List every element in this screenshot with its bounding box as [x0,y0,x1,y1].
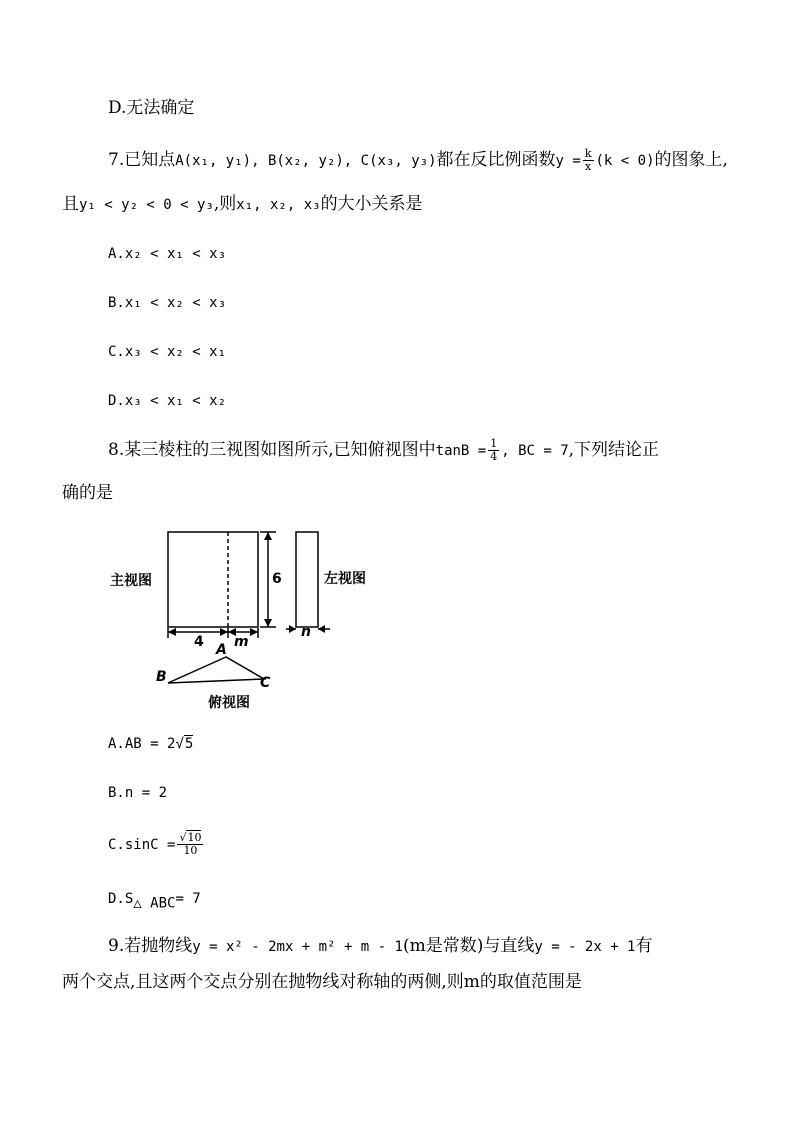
q8-text-b: ,下列结论正 [568,440,660,460]
q8-option-c [108,832,205,857]
q9-text-a: 若抛物线 [124,936,193,956]
q7-option-d-label: D. [108,393,125,409]
q7-option-c [108,339,226,364]
m-label: m [234,634,249,650]
q7-frac-num: k [584,147,592,160]
q8-number: 8. [108,440,125,460]
q8-frac-num: 1 [490,437,498,450]
point-a-label: A [216,642,227,658]
three-view-figure [108,528,398,713]
q9-line2: 两个交点,且这两个交点分别在抛物线对称轴的两侧,则m的取值范围是 [62,972,582,992]
arrow-n-left [289,625,296,633]
q7-line2-a: 且 [62,194,79,214]
top-view-label: 俯视图 [208,695,250,711]
q8-text-a: 某三棱柱的三视图如图所示,已知俯视图中 [124,440,436,460]
q7-number: 7. [108,150,125,170]
q8-option-d [108,886,201,915]
q8-option-b-label: B. [108,785,125,801]
q8-bc: , BC = 7 [501,443,569,459]
q9-line1 [108,934,653,959]
q7-text-c: 的图象上, [654,150,728,170]
q7-line2 [62,192,423,217]
q8-option-b [108,780,167,805]
arrow-mid-left [220,628,228,636]
sqrt-symbol: √ [179,831,187,844]
q7-inequality: y₁ < y₂ < 0 < y₃ [79,197,214,213]
front-view-rect [168,532,258,627]
q8-option-c-expr: sinC = [124,837,176,853]
front-view-label: 主视图 [110,573,152,589]
side-view-label: 左视图 [324,571,366,587]
q9-text-c: 有 [635,936,653,956]
q7-option-c-expr: x₃ < x₂ < x₁ [124,344,227,360]
q8-option-c-label: C. [108,837,125,853]
q9-parabola: y = x² - 2mx + m² + m - 1 [192,939,403,955]
q7-option-b [108,290,226,315]
q8-option-b-expr: n = 2 [124,785,168,801]
arrow-n-right [318,625,325,633]
q7-option-d-expr: x₃ < x₁ < x₂ [124,393,227,409]
q7-option-c-label: C. [108,344,125,360]
q8-option-d-sub: △ ABC [133,895,176,912]
q7-text-b: 都在反比例函数 [436,150,556,170]
q9-text-b: (m是常数)与直线 [402,936,535,956]
q8-frac-den: 4 [490,450,498,463]
q8-option-a-radicand: 5 [184,736,194,752]
q7-option-d [108,388,226,413]
q8-line2: 确的是 [62,483,113,503]
q7-vars: x₁, x₂, x₃ [236,197,321,213]
q9-line-eq: y = - 2x + 1 [534,939,636,955]
width-label: 4 [194,634,204,650]
arrow-left [168,628,176,636]
q8-option-a [108,731,193,756]
q7-line2-c: 的大小关系是 [320,194,423,214]
point-c-label: C [260,675,271,691]
q7-line1 [108,148,728,173]
q7-fraction [583,148,594,173]
q7-option-b-expr: x₁ < x₂ < x₃ [124,295,227,311]
q8-option-d-label: D. [108,891,125,907]
q7-option-a-label: A. [108,246,125,262]
q6-option-d: D.无法确定 [108,98,195,118]
q9-number: 9. [108,936,125,956]
q7-option-a-expr: x₂ < x₁ < x₃ [124,246,227,262]
side-view-rect [296,532,318,627]
q7-line2-b: ,则 [213,194,237,214]
q8-option-c-den: 10 [183,844,198,857]
q7-points: A(x₁, y₁), B(x₂, y₂), C(x₃, y₃) [175,153,437,169]
top-view-triangle [168,657,264,683]
arrow-up [264,532,272,540]
q8-option-d-val: = 7 [175,891,201,907]
q7-option-b-label: B. [108,295,125,311]
point-b-label: B [156,669,167,685]
q7-frac-den: x [585,160,592,173]
q8-fraction [488,438,499,463]
q8-option-a-label: A. [108,736,125,752]
arrow-down [264,619,272,627]
q8-tan: tanB = [435,443,487,459]
q8-option-a-expr: AB = 2 [124,736,176,752]
q7-function-lhs: y = [555,153,581,169]
q7-option-a [108,241,226,266]
q7-text-a: 已知点 [124,150,176,170]
q8-line1 [108,438,659,463]
q8-option-c-radicand: 10 [187,831,202,844]
q8-option-d-s: S [124,891,134,907]
arrow-right [250,628,258,636]
q8-option-c-fraction [177,832,203,857]
sqrt-symbol: √ [175,736,184,752]
n-label: n [301,624,311,640]
height-label: 6 [272,571,282,587]
q7-condition: (k < 0) [595,153,655,169]
